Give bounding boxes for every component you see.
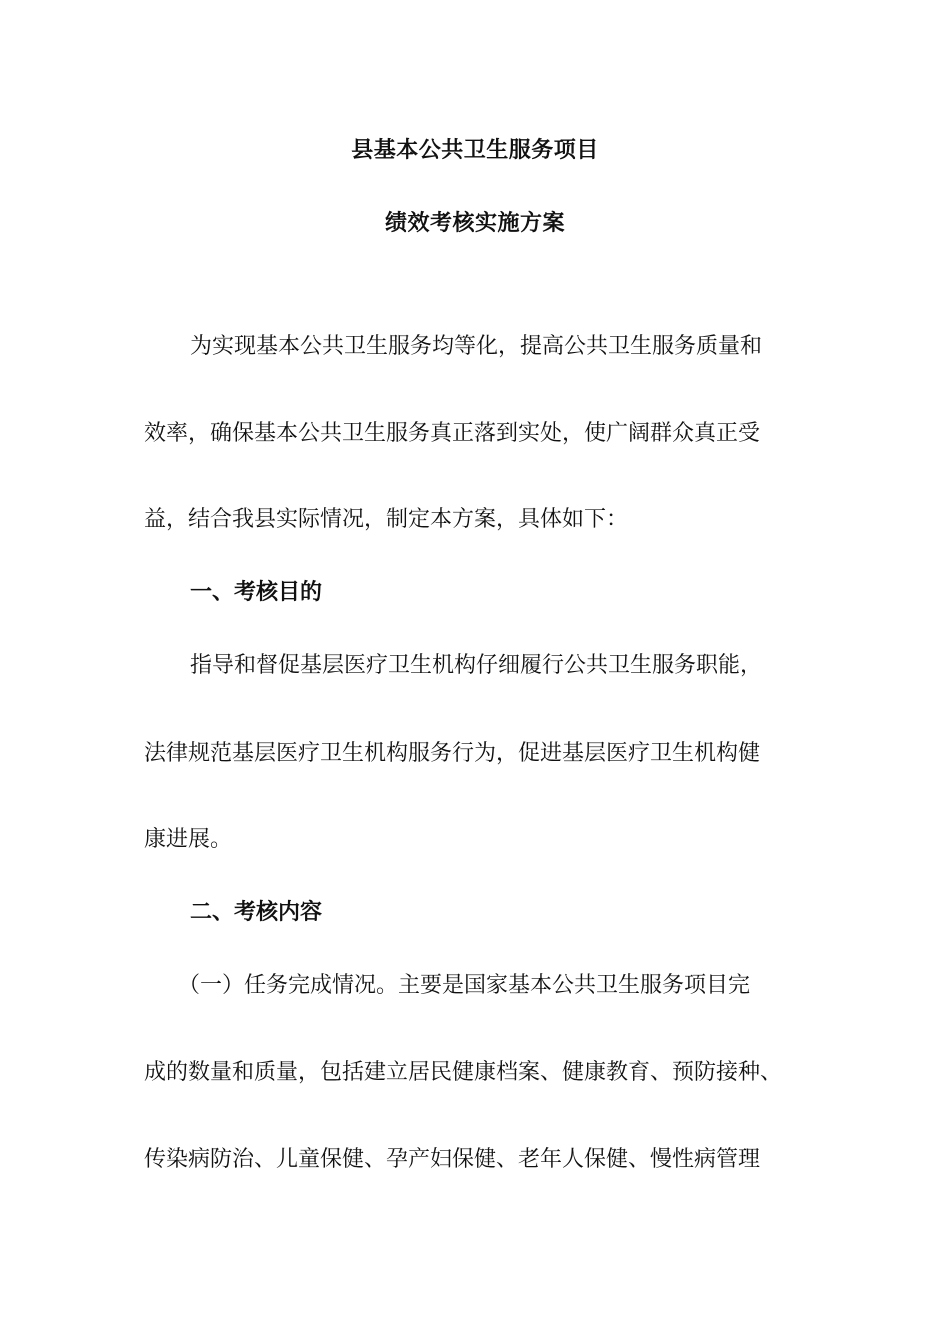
intro-line-1: 为实现基本公共卫生服务均等化，提高公共卫生服务质量和 [190, 334, 763, 359]
intro-line-3: 益，结合我县实际情况，制定本方案，具体如下： [144, 507, 629, 532]
section-2-line-1: （一）任务完成情况。主要是国家基本公共卫生服务项目完 [178, 973, 751, 998]
document-title-line-2: 绩效考核实施方案 [384, 211, 565, 236]
document-title-line-1: 县基本公共卫生服务项目 [351, 138, 599, 163]
section-1-line-2: 法律规范基层医疗卫生机构服务行为，促进基层医疗卫生机构健 [144, 741, 761, 766]
section-1-heading: 一、考核目的 [190, 580, 323, 605]
intro-line-2: 效率，确保基本公共卫生服务真正落到实处，使广阔群众真正受 [144, 421, 761, 446]
section-2-line-3: 传染病防治、儿童保健、孕产妇保健、老年人保健、慢性病管理 [144, 1147, 761, 1172]
section-1-line-1: 指导和督促基层医疗卫生机构仔细履行公共卫生服务职能， [190, 653, 763, 678]
section-2-heading: 二、考核内容 [190, 900, 323, 925]
section-2-line-2: 成的数量和质量，包括建立居民健康档案、健康教育、预防接种、 [144, 1060, 783, 1085]
section-1-line-3: 康进展。 [144, 827, 233, 852]
